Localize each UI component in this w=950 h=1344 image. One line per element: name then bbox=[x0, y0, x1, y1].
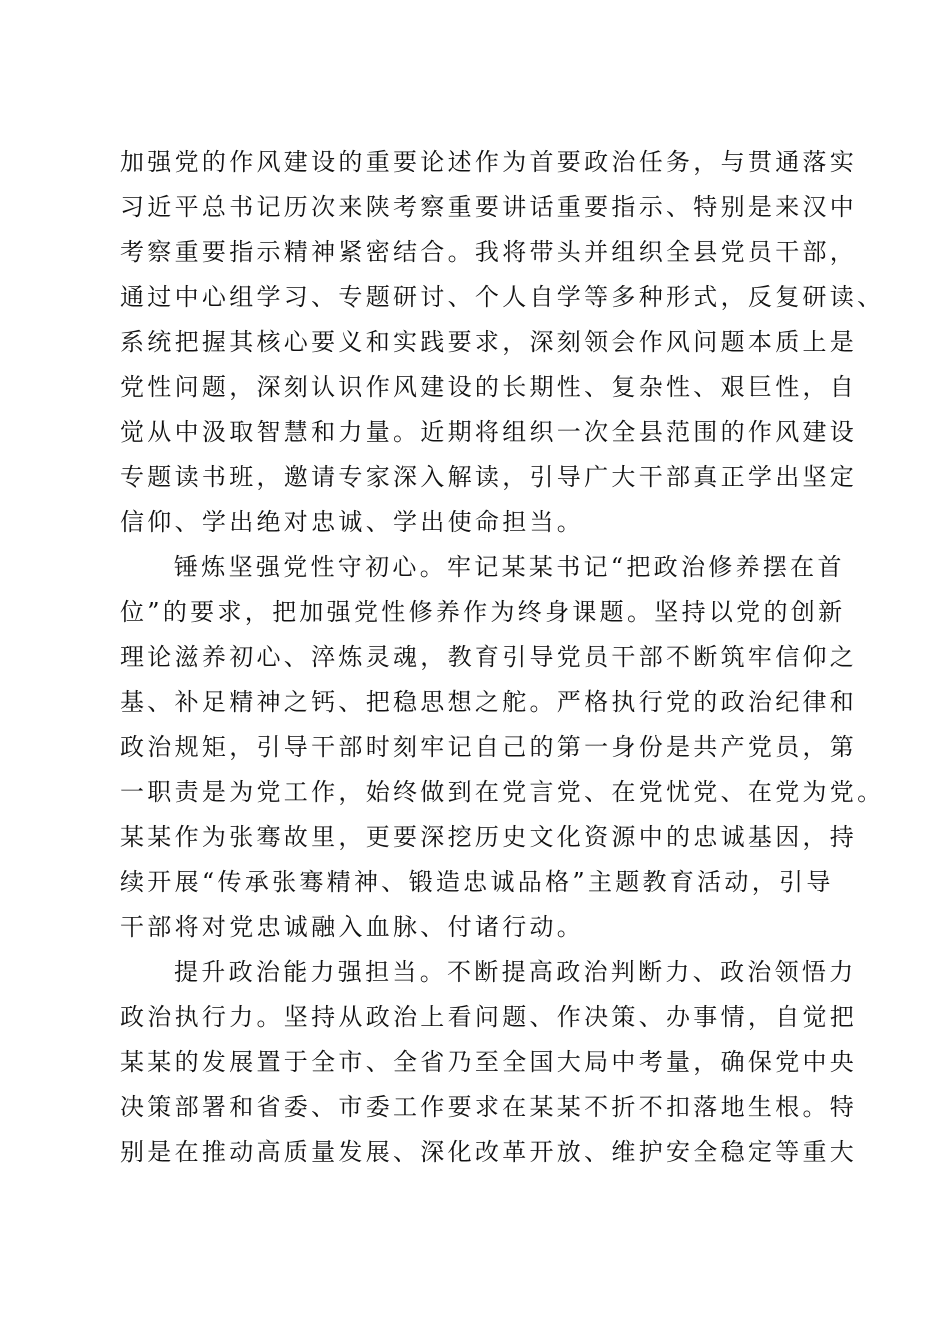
text-line: 续开展“传承张骞精神、锻造忠诚品格”主题教育活动，引导 bbox=[120, 868, 834, 896]
text-line: 专题读书班，邀请专家深入解读，引导广大干部真正学出坚定 bbox=[120, 463, 858, 491]
text-line: 某某作为张骞故里，更要深挖历史文化资源中的忠诚基因，持 bbox=[120, 823, 858, 851]
paragraph-start-line: 提升政治能力强担当。不断提高政治判断力、政治领悟力 bbox=[174, 958, 857, 986]
text-line: 决策部署和省委、市委工作要求在某某不折不扣落地生根。特 bbox=[120, 1093, 858, 1121]
text-line: 通过中心组学习、专题研讨、个人自学等多种形式，反复研读、 bbox=[120, 283, 885, 311]
text-line: 习近平总书记历次来陕考察重要讲话重要指示、特别是来汉中 bbox=[120, 193, 858, 221]
text-line: 党性问题，深刻认识作风建设的长期性、复杂性、艰巨性，自 bbox=[120, 373, 858, 401]
text-line: 位”的要求，把加强党性修养作为终身课题。坚持以党的创新 bbox=[120, 598, 846, 626]
text-line: 考察重要指示精神紧密结合。我将带头并组织全县党员干部， bbox=[120, 238, 858, 266]
paragraph-start-line: 锤炼坚强党性守初心。牢记某某书记“把政治修养摆在首 bbox=[174, 553, 845, 581]
text-line: 觉从中汲取智慧和力量。近期将组织一次全县范围的作风建设 bbox=[120, 418, 858, 446]
text-line: 某某的发展置于全市、全省乃至全国大局中考量，确保党中央 bbox=[120, 1048, 858, 1076]
text-line: 别是在推动高质量发展、深化改革开放、维护安全稳定等重大 bbox=[120, 1138, 858, 1166]
text-line: 系统把握其核心要义和实践要求，深刻领会作风问题本质上是 bbox=[120, 328, 858, 356]
text-line: 信仰、学出绝对忠诚、学出使命担当。 bbox=[120, 508, 585, 536]
text-line: 政治执行力。坚持从政治上看问题、作决策、办事情，自觉把 bbox=[120, 1003, 858, 1031]
text-line: 干部将对党忠诚融入血脉、付诸行动。 bbox=[120, 913, 585, 941]
text-line: 基、补足精神之钙、把稳思想之舵。严格执行党的政治纪律和 bbox=[120, 688, 858, 716]
text-line: 一职责是为党工作，始终做到在党言党、在党忧党、在党为党。 bbox=[120, 778, 885, 806]
text-line: 理论滋养初心、淬炼灵魂，教育引导党员干部不断筑牢信仰之 bbox=[120, 643, 858, 671]
text-line: 政治规矩，引导干部时刻牢记自己的第一身份是共产党员，第 bbox=[120, 733, 858, 761]
document-body bbox=[120, 140, 885, 1175]
text-line: 加强党的作风建设的重要论述作为首要政治任务，与贯通落实 bbox=[120, 148, 858, 176]
